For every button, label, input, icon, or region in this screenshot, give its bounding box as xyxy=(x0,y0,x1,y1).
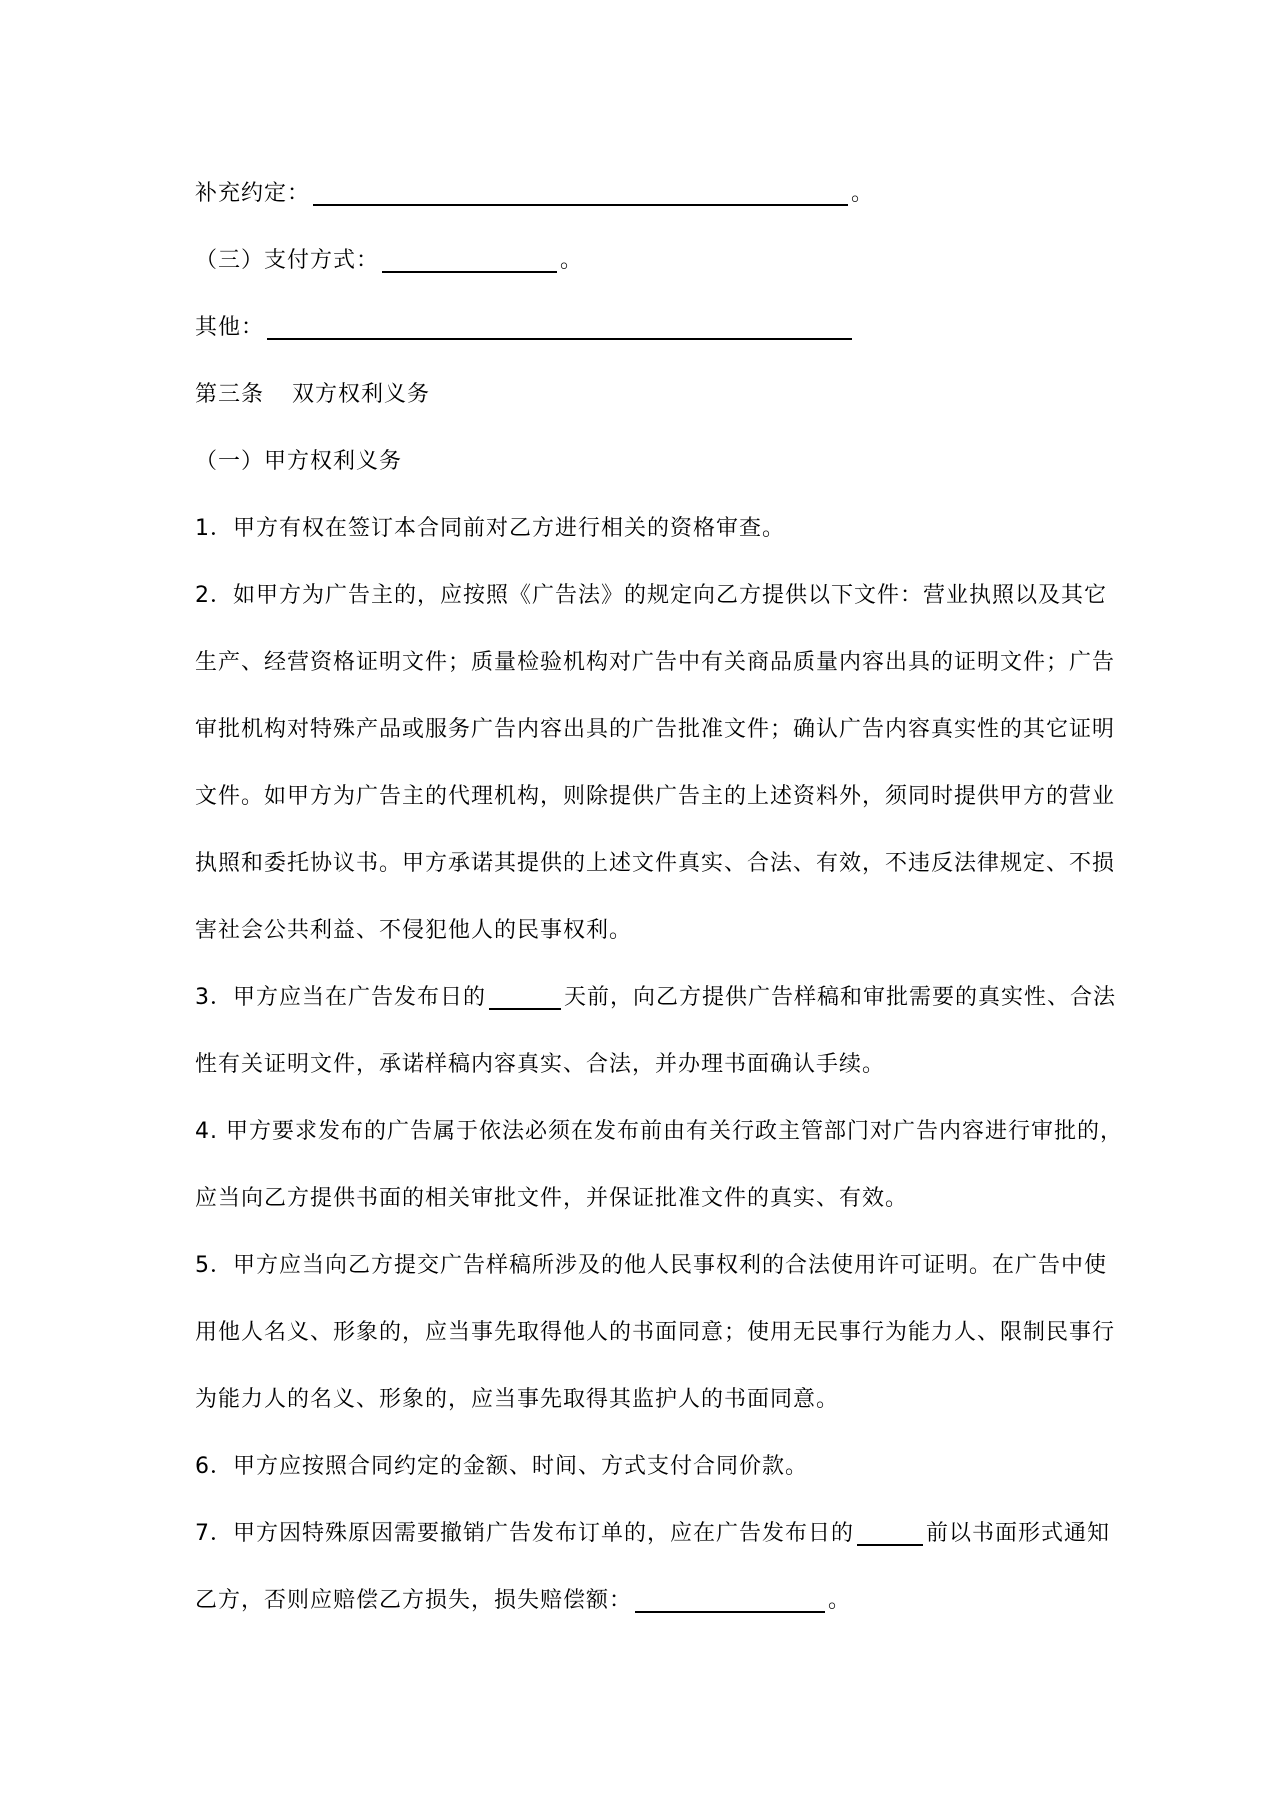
item-7-text: 7．甲方因特殊原因需要撤销广告发布订单的，应在广告发布日的 xyxy=(195,1521,854,1546)
item-3-line xyxy=(195,964,1117,1031)
other-label: 其他： xyxy=(195,315,265,340)
period: 。 xyxy=(828,1588,852,1613)
item-5-line: 用他人名义、形象的，应当事先取得他人的书面同意；使用无民事行为能力人、限制民事行 xyxy=(195,1320,1116,1345)
item-3-line: 性有关证明文件，承诺样稿内容真实、合法，并办理书面确认手续。 xyxy=(195,1052,886,1077)
cancel-notice-blank[interactable] xyxy=(857,1522,923,1546)
item-5-line: 5．甲方应当向乙方提交广告样稿所涉及的他人民事权利的合法使用许可证明。在广告中使 xyxy=(195,1253,1108,1278)
supplement-line xyxy=(195,160,1090,227)
article-number: 第三条 xyxy=(195,382,265,407)
period: 。 xyxy=(560,248,584,273)
payment-line xyxy=(195,227,1090,294)
item-2-line: 害社会公共利益、不侵犯他人的民事权利。 xyxy=(195,918,633,943)
item-7-line xyxy=(195,1567,1090,1634)
item-3-text: 天前，向乙方提供广告样稿和审批需要的真实性、合法 xyxy=(564,985,1117,1010)
item-7-text: 前以书面形式通知 xyxy=(926,1521,1111,1546)
item-4-line: 应当向乙方提供书面的相关审批文件，并保证批准文件的真实、有效。 xyxy=(195,1186,909,1211)
payment-label: （三）支付方式： xyxy=(195,248,380,273)
item-7-text: 乙方，否则应赔偿乙方损失，损失赔偿额： xyxy=(195,1588,633,1613)
item-2-line: 2．如甲方为广告主的，应按照《广告法》的规定向乙方提供以下文件：营业执照以及其它 xyxy=(195,583,1108,608)
other-line xyxy=(195,294,1090,361)
period: 。 xyxy=(851,181,875,206)
item-7-line xyxy=(195,1500,1111,1567)
article-title: 双方权利义务 xyxy=(292,382,431,407)
item-6: 6．甲方应按照合同约定的金额、时间、方式支付合同价款。 xyxy=(195,1454,808,1479)
item-2-line: 生产、经营资格证明文件；质量检验机构对广告中有关商品质量内容出具的证明文件；广告 xyxy=(195,650,1116,675)
article-3-heading xyxy=(195,361,1090,428)
supplement-blank[interactable] xyxy=(313,182,848,206)
supplement-label: 补充约定： xyxy=(195,181,311,206)
payment-blank[interactable] xyxy=(382,249,557,273)
item-3-text: 3．甲方应当在广告发布日的 xyxy=(195,985,486,1010)
compensation-blank[interactable] xyxy=(635,1589,825,1613)
item-5-line: 为能力人的名义、形象的，应当事先取得其监护人的书面同意。 xyxy=(195,1387,840,1412)
item-2-line: 审批机构对特殊产品或服务广告内容出具的广告批准文件；确认广告内容真实性的其它证明 xyxy=(195,717,1116,742)
other-blank[interactable] xyxy=(267,316,852,340)
item-4-line: 4. 甲方要求发布的广告属于依法必须在发布前由有关行政主管部门对广告内容进行审批的， xyxy=(195,1119,1123,1144)
item-1: 1．甲方有权在签订本合同前对乙方进行相关的资格审查。 xyxy=(195,516,785,541)
party-a-heading: （一）甲方权利义务 xyxy=(195,449,403,474)
days-blank[interactable] xyxy=(489,986,561,1010)
item-2-line: 文件。如甲方为广告主的代理机构，则除提供广告主的上述资料外，须同时提供甲方的营业 xyxy=(195,784,1116,809)
item-2-line: 执照和委托协议书。甲方承诺其提供的上述文件真实、合法、有效，不违反法律规定、不损 xyxy=(195,851,1116,876)
